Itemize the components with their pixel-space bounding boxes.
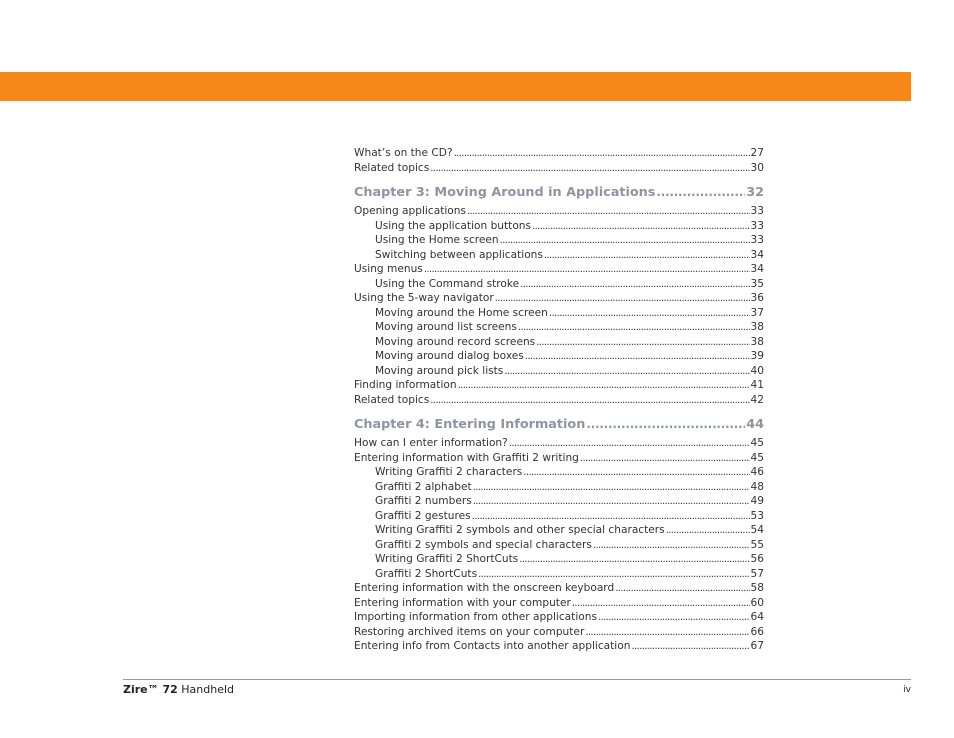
product-name: Zire™ 72	[123, 683, 178, 696]
toc-page-number: 34	[750, 248, 764, 261]
toc-entry-title: Switching between applications	[375, 248, 543, 261]
toc-dot-leader	[580, 451, 750, 466]
toc-entry[interactable]	[354, 581, 764, 596]
toc-entry-title: Related topics	[354, 161, 430, 174]
toc-entry[interactable]	[354, 262, 764, 277]
toc-entry-title: Entering information with Graffiti 2 writing	[354, 451, 579, 464]
toc-entry-title: Entering info from Contacts into another application	[354, 640, 631, 652]
toc-dot-leader	[472, 509, 750, 524]
toc-subentry[interactable]	[354, 277, 764, 292]
toc-subentry[interactable]	[354, 233, 764, 248]
toc-subentry[interactable]	[354, 465, 764, 480]
toc-page-number: 57	[750, 567, 764, 580]
toc-page-number: 60	[750, 596, 764, 609]
toc-dot-leader	[424, 262, 750, 277]
toc-dot-leader	[586, 414, 745, 434]
toc-page-number: 27	[750, 147, 764, 159]
toc-dot-leader	[509, 436, 750, 451]
toc-subentry[interactable]	[354, 248, 764, 263]
toc-entry-title: Moving around the Home screen	[375, 306, 548, 319]
toc-page-number: 34	[750, 263, 764, 275]
toc-dot-leader	[473, 494, 750, 509]
toc-entry[interactable]	[354, 610, 764, 625]
toc-page-number: 35	[750, 277, 764, 290]
toc-dot-leader	[666, 523, 750, 538]
toc-entry[interactable]	[354, 625, 764, 640]
toc-dot-leader	[585, 625, 749, 640]
toc-dot-leader	[523, 465, 749, 480]
toc-dot-leader	[520, 277, 749, 292]
toc-entry-title: Moving around dialog boxes	[375, 350, 524, 362]
toc-dot-leader	[598, 610, 750, 625]
toc-chapter-heading[interactable]	[354, 182, 764, 202]
toc-page-number: 33	[750, 205, 764, 217]
toc-entry-title: Opening applications	[354, 205, 466, 217]
toc-dot-leader	[518, 320, 750, 335]
toc-entry-title: Using the 5-way navigator	[354, 292, 494, 304]
toc-dot-leader	[473, 480, 750, 495]
toc-subentry[interactable]	[354, 494, 764, 509]
toc-entry-title: Writing Graffiti 2 symbols and other special characters	[375, 524, 665, 536]
toc-dot-leader	[593, 538, 750, 553]
toc-subentry[interactable]	[354, 364, 764, 379]
toc-entry-title: Chapter 3: Moving Around in Applications	[354, 185, 656, 200]
toc-subentry[interactable]	[354, 538, 764, 553]
toc-dot-leader	[495, 291, 750, 306]
toc-entry-title: Graffiti 2 symbols and special characters	[375, 538, 592, 551]
toc-entry-title: Using the Home screen	[375, 234, 499, 246]
toc-page-number: 56	[750, 553, 764, 565]
toc-entry-title: Using the application buttons	[375, 219, 532, 232]
toc-dot-leader	[467, 204, 750, 219]
toc-page-number: 39	[750, 350, 764, 362]
toc-page-number: 41	[750, 379, 764, 391]
toc-page-number: 58	[750, 582, 764, 594]
toc-entry[interactable]	[354, 204, 764, 219]
toc-entry-title: Using menus	[354, 263, 423, 275]
toc-dot-leader	[454, 146, 750, 161]
product-suffix: Handheld	[177, 683, 235, 696]
toc-entry-title: Moving around record screens	[375, 335, 536, 348]
table-of-contents	[354, 146, 764, 654]
toc-subentry[interactable]	[354, 349, 764, 364]
toc-dot-leader	[504, 364, 749, 379]
toc-chapter-heading[interactable]	[354, 414, 764, 434]
toc-entry-title: Finding information	[354, 379, 457, 391]
toc-entry-title: Graffiti 2 gestures	[375, 509, 471, 522]
toc-dot-leader	[536, 335, 749, 350]
toc-page-number: 49	[750, 495, 764, 507]
toc-page-number: 32	[746, 185, 764, 200]
toc-page-number: 30	[750, 161, 764, 174]
toc-page-number: 40	[750, 364, 764, 377]
toc-page-number: 55	[750, 538, 764, 551]
toc-entry-title: Writing Graffiti 2 characters	[375, 466, 523, 478]
toc-subentry[interactable]	[354, 552, 764, 567]
toc-dot-leader	[525, 349, 750, 364]
toc-entry-title: Writing Graffiti 2 ShortCuts	[375, 553, 519, 565]
toc-page-number: 36	[750, 292, 764, 304]
footer-divider	[123, 679, 911, 680]
toc-dot-leader	[615, 581, 749, 596]
toc-subentry[interactable]	[354, 335, 764, 350]
toc-entry-title: Moving around pick lists	[375, 364, 504, 377]
toc-entry[interactable]	[354, 451, 764, 466]
toc-dot-leader	[572, 596, 750, 611]
toc-entry[interactable]	[354, 639, 764, 654]
toc-page-number: 45	[750, 451, 764, 464]
toc-dot-leader	[549, 306, 750, 321]
toc-entry[interactable]	[354, 291, 764, 306]
toc-dot-leader	[458, 378, 750, 393]
toc-dot-leader	[519, 552, 749, 567]
toc-entry-title: What’s on the CD?	[354, 147, 453, 159]
toc-dot-leader	[478, 567, 749, 582]
toc-page-number: 48	[750, 480, 764, 493]
toc-dot-leader	[656, 182, 745, 202]
toc-page-number: 42	[750, 393, 764, 406]
toc-entry[interactable]	[354, 596, 764, 611]
toc-entry-title: Entering information with your computer	[354, 596, 571, 609]
toc-entry-title: Graffiti 2 alphabet	[375, 480, 472, 493]
toc-entry-title: Chapter 4: Entering Information	[354, 417, 586, 432]
toc-subentry[interactable]	[354, 480, 764, 495]
toc-page-number: 45	[750, 437, 764, 449]
toc-page-number: 33	[750, 234, 764, 246]
toc-entry-title: Using the Command stroke	[375, 277, 520, 290]
toc-page-number: 44	[746, 417, 764, 432]
toc-entry-title: How can I enter information?	[354, 437, 508, 449]
toc-entry[interactable]	[354, 393, 764, 408]
toc-page-number: 38	[750, 321, 764, 333]
toc-dot-leader	[430, 161, 749, 176]
toc-page-number: 46	[750, 466, 764, 478]
toc-entry-title: Restoring archived items on your computer	[354, 625, 585, 638]
toc-dot-leader	[532, 219, 749, 234]
footer-product-name	[123, 683, 234, 696]
toc-subentry[interactable]	[354, 219, 764, 234]
toc-entry-title: Importing information from other applications	[354, 611, 597, 623]
toc-dot-leader	[500, 233, 750, 248]
toc-dot-leader	[544, 248, 750, 263]
toc-entry-title: Graffiti 2 ShortCuts	[375, 567, 478, 580]
toc-entry-title: Related topics	[354, 393, 430, 406]
toc-entry[interactable]	[354, 378, 764, 393]
toc-page-number: 66	[750, 625, 764, 638]
toc-entry-title: Moving around list screens	[375, 321, 517, 333]
page-number: iv	[903, 685, 911, 695]
toc-page-number: 67	[750, 640, 764, 652]
toc-entry-title: Entering information with the onscreen keyboard	[354, 582, 615, 594]
toc-entry[interactable]	[354, 146, 764, 161]
toc-page-number: 38	[750, 335, 764, 348]
toc-page-number: 53	[750, 509, 764, 522]
toc-entry[interactable]	[354, 161, 764, 176]
toc-page-number: 64	[750, 611, 764, 623]
toc-entry-title: Graffiti 2 numbers	[375, 495, 472, 507]
toc-dot-leader	[631, 639, 749, 654]
toc-subentry[interactable]	[354, 320, 764, 335]
toc-subentry[interactable]	[354, 306, 764, 321]
toc-page-number: 33	[750, 219, 764, 232]
toc-page-number: 37	[750, 306, 764, 319]
toc-subentry[interactable]	[354, 567, 764, 582]
toc-subentry[interactable]	[354, 509, 764, 524]
toc-entry[interactable]	[354, 436, 764, 451]
header-banner	[0, 72, 911, 101]
toc-page-number: 54	[750, 524, 764, 536]
toc-dot-leader	[430, 393, 749, 408]
toc-subentry[interactable]	[354, 523, 764, 538]
